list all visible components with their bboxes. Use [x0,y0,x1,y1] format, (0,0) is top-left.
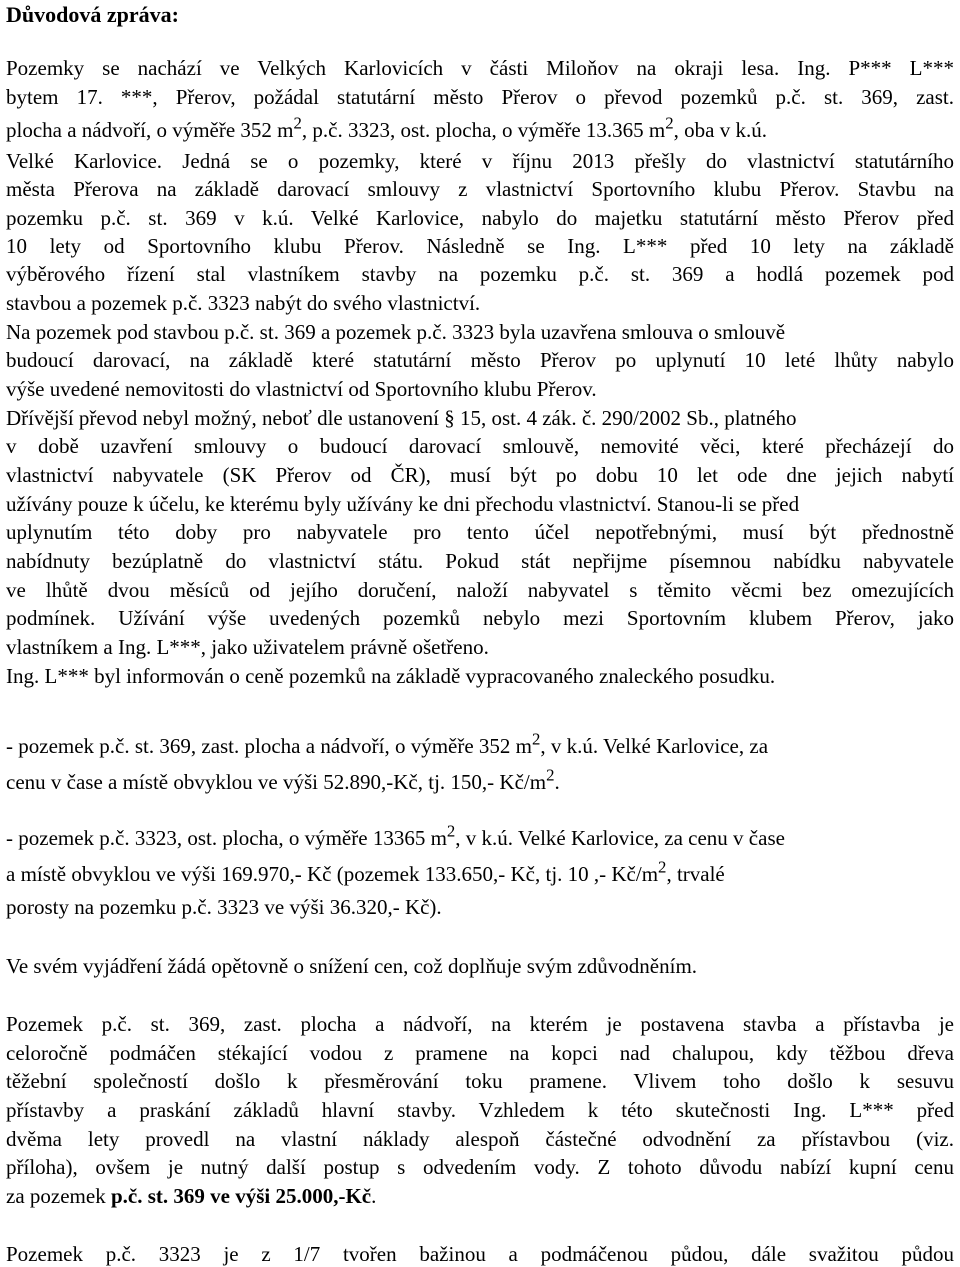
text-line: Na pozemek pod stavbou p.č. st. 369 a pozemek p.č. 3323 byla uzavřena smlouva o smlouvě [6,320,786,344]
text-line: plocha a nádvoří, o výměře 352 $m^2$, p.č. 3323, ost. plocha, o výměře 13.365 $m^2$, oba v k.ú. [6,113,767,142]
document-heading: Důvodová zpráva: [6,2,179,27]
text-line: stavbou a pozemek p.č. 3323 nabýt do svého vlastnictví. [6,291,481,315]
text-line: ve lhůtě dvou měsíců od jejího doručení, naloží nabyvatel s těmito věcmi bez omezujících [6,578,954,602]
text-line: uplynutím této doby pro nabyvatele pro tento účel nepotřebnými, musí být přednostně [6,520,954,544]
text-line: - pozemek p.č. st. 369, zast. plocha a nádvoří, o výměře 352 $m^2$, v k.ú. Velké Karlovice, za [6,729,769,758]
superscript: 2 [446,821,456,841]
superscript: 2 [665,113,674,133]
text-line: Ing. L*** byl informován o ceně pozemků na základě vypracovaného znaleckého posudku. [6,664,776,688]
superscript: 2 [532,729,541,749]
paragraph-statement: Ve svém vyjádření žádá opětovně o snížení cen, což doplňuje svým zdůvodněním. [6,954,698,978]
text-line: nabídnuty bezúplatně do vlastnictví státu. Pokud stát nepřijme písemnou nabídku nabyvatele [6,549,954,573]
text-line: bytem 17. ***, Přerov, požádal statutární město Přerov o převod pozemků p.č. st. 369, zast. [6,85,954,109]
text-line: vlastníkem a Ing. L***, jako uživatelem právně ošetřeno. [6,635,489,659]
text-line: a místě obvyklou ve výši 169.970,- Kč (pozemek 133.650,- Kč, tj. 10 ,- $Kč/m^2$, trvalé [6,857,725,886]
text-line: Pozemky se nachází ve Velkých Karlovicích v části Miloňov na okraji lesa. Ing. P*** L*** [6,56,954,80]
text-line: Pozemek p.č. 3323 je z 1/7 tvořen bažinou a podmáčenou půdou, dále svažitou půdou [6,1242,954,1266]
superscript: 2 [546,765,555,785]
text-line: podmínek. Užívání výše uvedených pozemků nebylo mezi Sportovním klubem Přerov, jako [6,606,954,630]
text-line: porosty na pozemku p.č. 3323 ve výši 36.320,- Kč). [6,895,442,919]
superscript: 2 [658,857,667,877]
text-line: 10 lety od Sportovního klubu Přerov. Následně se Ing. L*** před 10 lety na základě [6,234,954,258]
text-line: příloha), ovšem je nutný další postup s odvedením vody. Z tohoto důvodu nabízí kupní cenu [6,1155,954,1179]
text-line: těžební společností došlo k přesměrování toku pramene. Vlivem toho došlo k sesuvu [6,1069,954,1093]
text-line: Dřívější převod nebyl možný, neboť dle ustanovení § 15, ost. 4 zák. č. 290/2002 Sb., platného [6,406,797,430]
text-line: dvěma lety provedl na vlastní náklady alespoň částečné odvodnění za přístavbou (viz. [6,1127,954,1151]
text-line: Velké Karlovice. Jedná se o pozemky, které v říjnu 2013 přešly do vlastnictví statutárního [6,149,954,173]
text-line: cenu v čase a místě obvyklou ve výši 52.890,-Kč, tj. 150,- $Kč/m^2$. [6,765,560,794]
superscript: 2 [293,113,302,133]
text-line: Pozemek p.č. st. 369, zast. plocha a nádvoří, na kterém je postavena stavba a přístavba je [6,1012,954,1036]
text-line: výše uvedené nemovitosti do vlastnictví od Sportovního klubu Přerov. [6,377,597,401]
text-line: pozemku p.č. st. 369 v k.ú. Velké Karlovice, nabylo do majetku statutární město Přerov před [6,206,954,230]
text-line: - pozemek p.č. 3323, ost. plocha, o výměře 13365 $m^2$, v k.ú. Velké Karlovice, za cenu v čase [6,821,785,850]
text-line: v době uzavření smlouvy o budoucí darovací smlouvě, nemovité věci, které přecházejí do [6,434,954,458]
text-line: užívány pouze k účelu, ke kterému byly užívány ke dni přechodu vlastnictví. Stanou-li se před [6,492,800,516]
text-line: celoročně podmáčen stékající vodou z pramene na kopci nad chalupou, kdy těžbou dřeva [6,1041,954,1065]
text-line: výběrového řízení stal vlastníkem stavby na pozemku p.č. st. 369 a hodlá pozemek pod [6,262,954,286]
text-line: za pozemek p.č. st. 369 ve výši 25.000,-Kč. [6,1184,377,1208]
text-line: přístavby a praskání základů hlavní stavby. Vzhledem k této skutečnosti Ing. L*** před [6,1098,954,1122]
text-line: budoucí darovací, na základě které statutární město Přerov po uplynutí 10 leté lhůty nabylo [6,348,954,372]
offer-price: p.č. st. 369 ve výši 25.000,-Kč [110,1184,372,1208]
text-line: vlastnictví nabyvatele (SK Přerov od ČR), musí být po dobu 10 let ode dne jejich nabytí [6,463,954,487]
text-line: města Přerova na základě darovací smlouvy z vlastnictví Sportovního klubu Přerov. Stavbu na [6,177,954,201]
